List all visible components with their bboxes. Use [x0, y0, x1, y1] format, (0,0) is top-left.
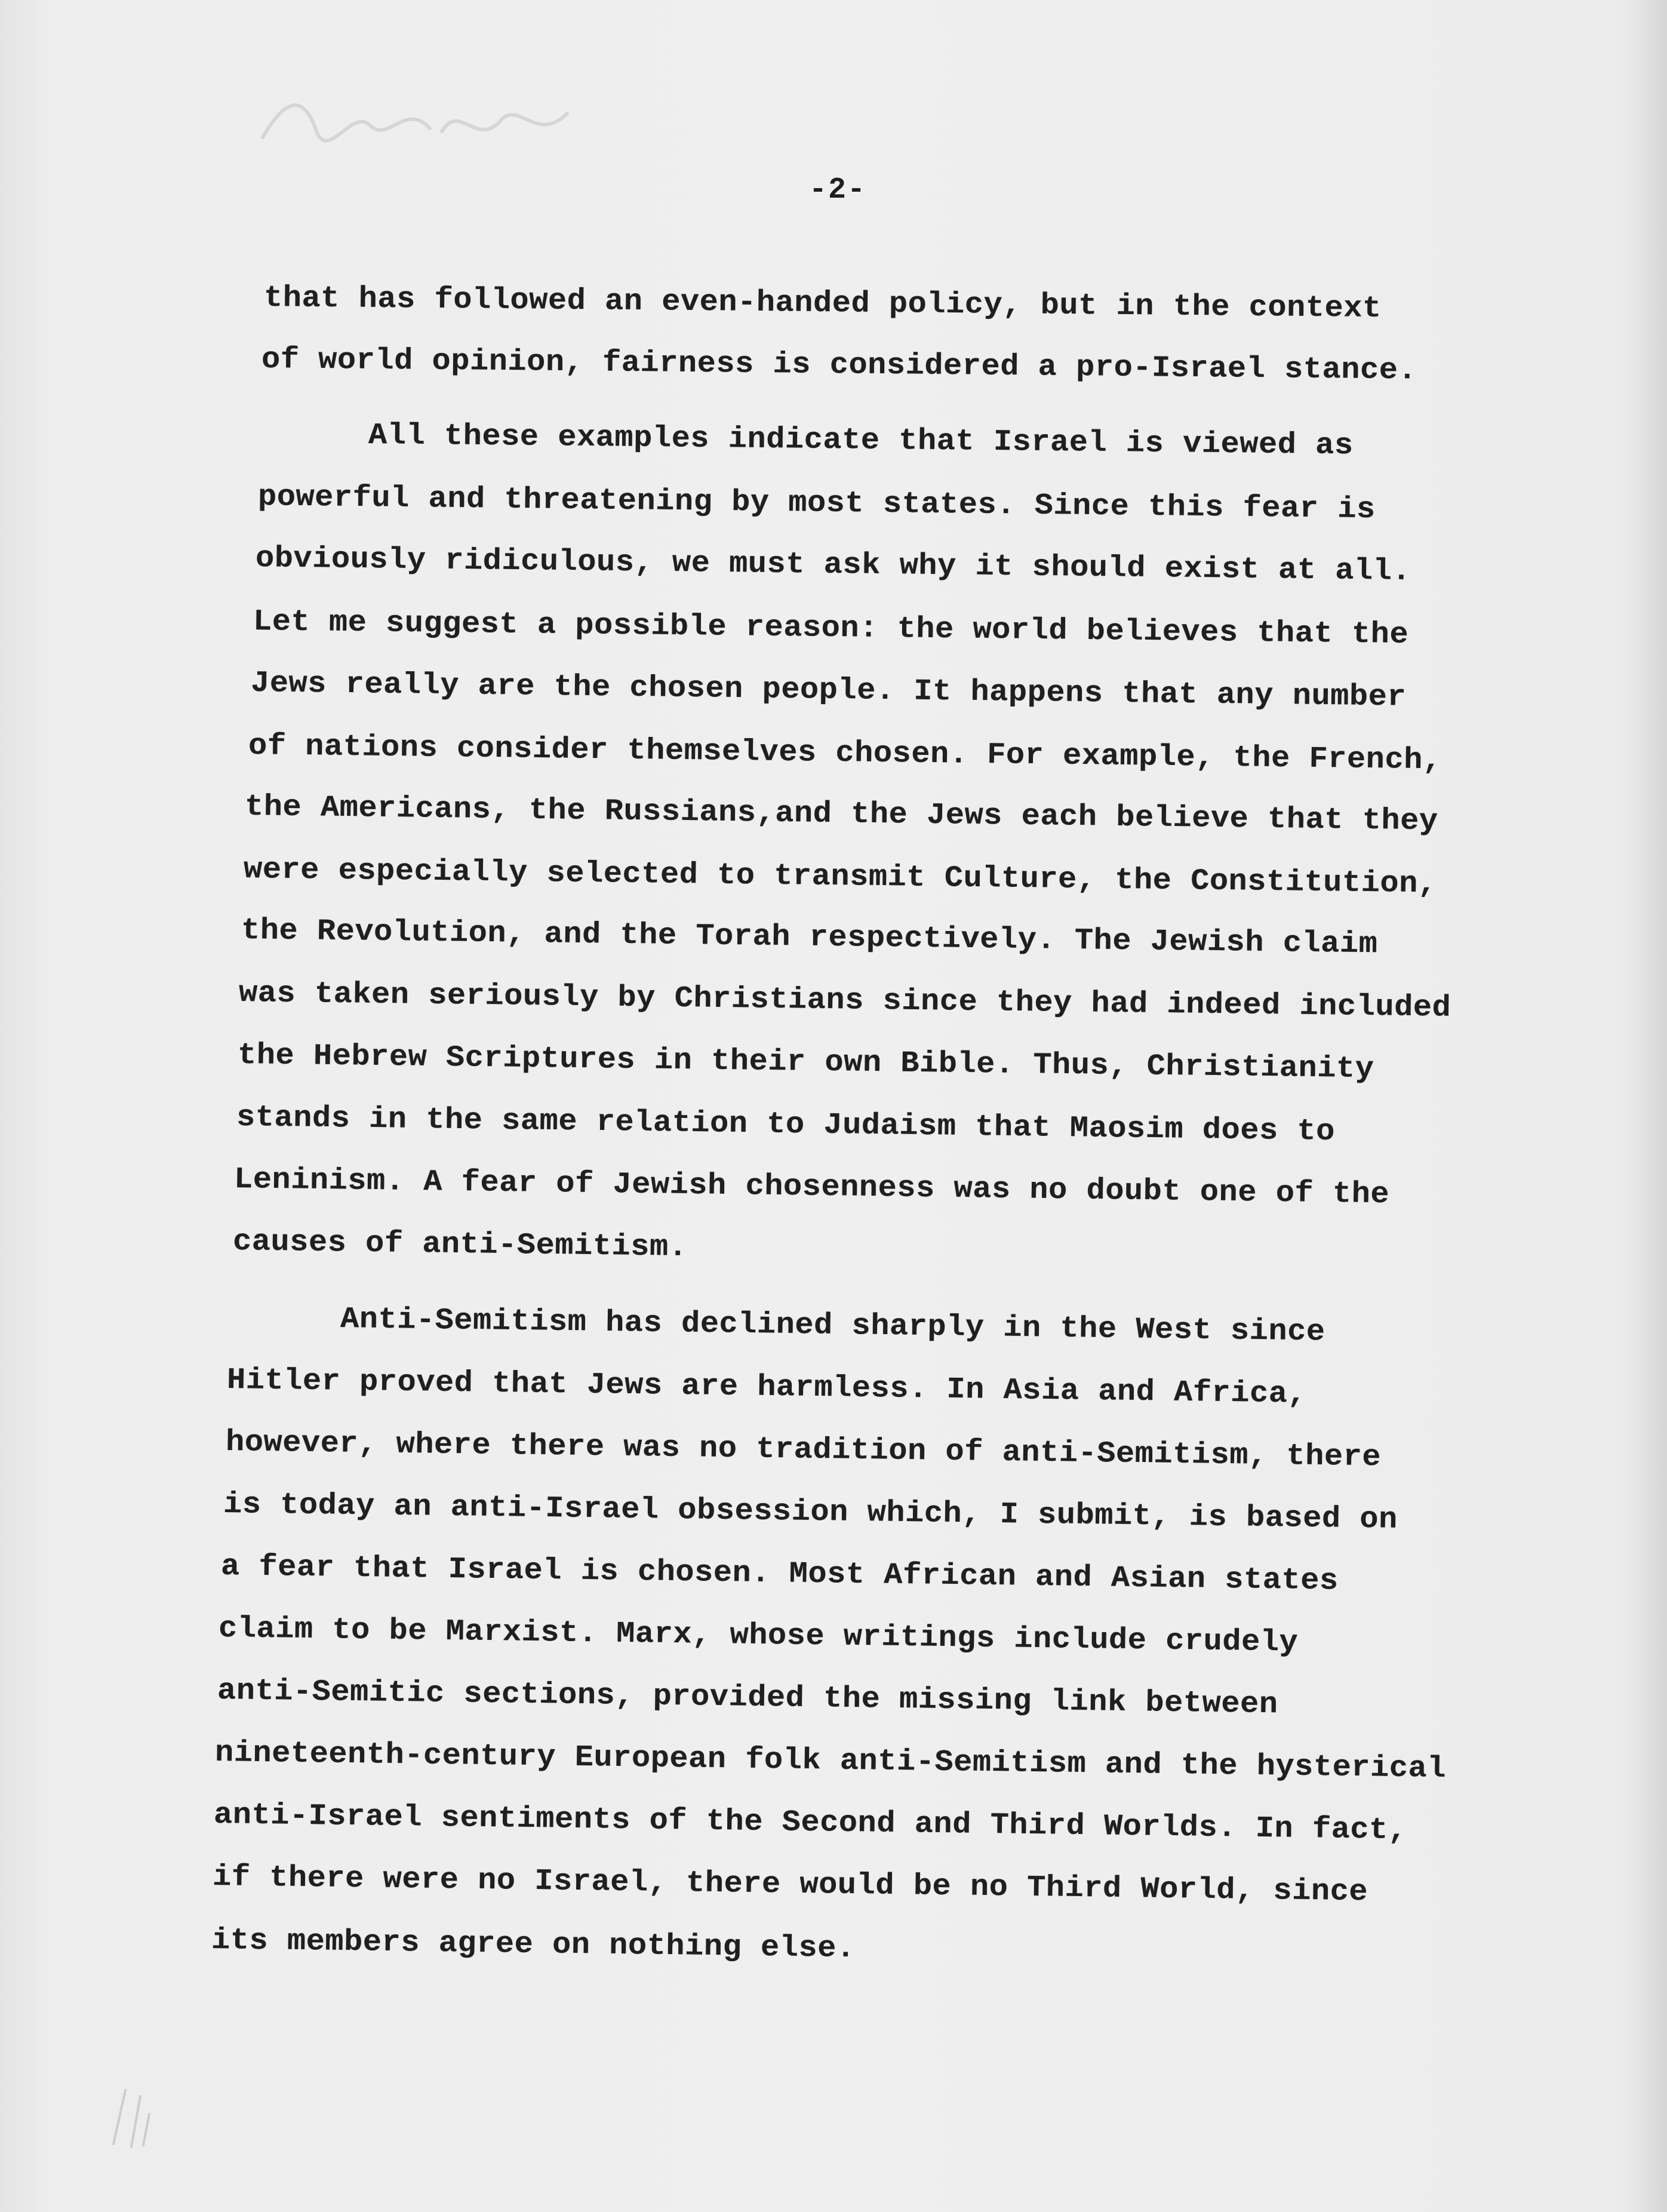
text-line: the Americans, the Russians,and the Jews each believe that they	[244, 790, 1438, 839]
page-edge-shadow	[1631, 0, 1667, 2212]
text-line: were especially selected to transmit Culture, the Constitution,	[243, 853, 1437, 902]
text-line: obviously ridiculous, we must ask why it should exist at all.	[255, 542, 1411, 589]
paper-scuff-mark-icon	[107, 2078, 161, 2150]
bleed-through-mark-icon	[251, 72, 585, 167]
text-line: of nations consider themselves chosen. For example, the French,	[248, 729, 1442, 778]
text-line: the Hebrew Scriptures in their own Bible. Thus, Christianity	[237, 1039, 1374, 1087]
text-line: however, where there was no tradition of anti-Semitism, there	[225, 1425, 1382, 1475]
text-line: the Revolution, and the Torah respectively. The Jewish claim	[241, 914, 1378, 962]
text-line: All these examples indicate that Israel is viewed as	[368, 419, 1354, 463]
text-line: Anti-Semitism has declined sharply in the West since	[340, 1302, 1325, 1350]
text-line: was taken seriously by Christians since they had indeed included	[238, 976, 1451, 1025]
text-line: anti-Israel sentiments of the Second and Third Worlds. In fact,	[213, 1798, 1407, 1848]
text-line: its members agree on nothing else.	[211, 1924, 856, 1967]
page-number: -2-	[809, 173, 867, 207]
text-line: powerful and threatening by most states. Since this fear is	[257, 480, 1376, 527]
text-line: Leninism. A fear of Jewish chosenness was no doubt one of the	[233, 1163, 1390, 1212]
text-line: nineteenth-century European folk anti-Semitism and the hysterical	[214, 1736, 1447, 1786]
text-line: is today an anti-Israel obsession which, I submit, is based on	[223, 1488, 1398, 1537]
text-line: of world opinion, fairness is considered a pro-Israel stance.	[261, 343, 1417, 388]
text-line: if there were no Israel, there would be no Third World, since	[212, 1860, 1368, 1910]
text-line: Hitler proved that Jews are harmless. In Asia and Africa,	[226, 1363, 1307, 1412]
text-line: Let me suggest a possible reason: the world believes that the	[253, 605, 1409, 652]
text-line: anti-Semitic sections, provided the missing link between	[217, 1674, 1278, 1722]
text-line: causes of anti-Semitism.	[232, 1225, 688, 1265]
text-line: stands in the same relation to Judaism that Maosim does to	[236, 1101, 1336, 1150]
text-line: claim to be Marxist. Marx, whose writings include crudely	[218, 1612, 1299, 1660]
text-line: Jews really are the chosen people. It happens that any number	[250, 666, 1407, 715]
text-line: a fear that Israel is chosen. Most African and Asian states	[220, 1550, 1339, 1599]
text-line: that has followed an even-handed policy, but in the context	[263, 281, 1382, 326]
